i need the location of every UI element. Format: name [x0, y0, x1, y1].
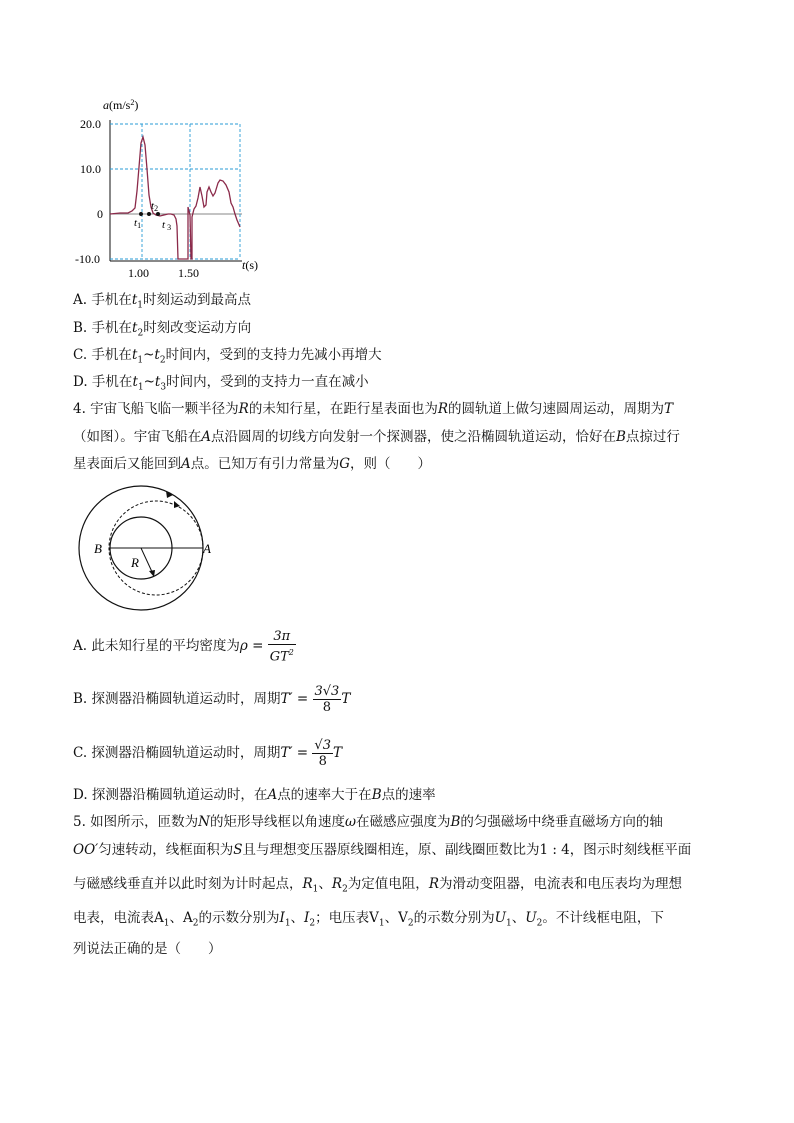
label-t3: t 3: [162, 219, 172, 232]
point-t1: [139, 212, 143, 216]
label-r: R: [131, 555, 139, 570]
radius-arrow: [141, 548, 153, 574]
q4-stem-line2: （如图）。宇宙飞船在A点沿圆周的切线方向发射一个探测器，使之沿椭圆轨道运动，恰好在B点掠过行: [73, 429, 680, 445]
q4-option-c: C. 探测器沿椭圆轨道运动时，周期T′ = $\frac{√3}{8}$ T: [73, 738, 342, 769]
label-a: A: [203, 541, 211, 556]
y-axis-label: $a(m/s^2)$: [103, 98, 139, 112]
x-axis-label: t(s): [242, 258, 259, 272]
q5-line4: 电表，电流表$A_1$、$A_2$的示数分别为$I_1$、$I_2$；电压表$V_1$、$V_2$的示数分别为$U_1$、$U_2$。不计线框电阻，下: [73, 910, 664, 929]
q5-line3: 与磁感线垂直并以此时刻为计时起点，$R_1$、$R_2$为定值电阻，R为滑动变阻器，电流表和电压表均为理想: [73, 876, 682, 895]
q4-option-a: A. 此未知行星的平均密度为ρ = $\frac{3\pi}{GT^2}$: [73, 628, 294, 665]
q3-option-b: B. 手机在$t_2$时刻改变运动方向: [73, 320, 252, 339]
q5-line5: 列说法正确的是（ ）: [73, 941, 222, 957]
radius-arrowhead: [149, 570, 155, 577]
q5-line2: OO′匀速转动，线框面积为S且与理想变压器原线圈相连，原、副线圈匝数比为1 : 4，图示时刻线框平面: [73, 842, 692, 858]
acceleration-time-graph: [70, 95, 280, 280]
orbit-figure: [70, 485, 220, 615]
q4-option-b: B. 探测器沿椭圆轨道运动时，周期T′ = $\frac{3√3}{8}$ T: [73, 684, 351, 715]
grid: [110, 124, 240, 259]
point-t2: [147, 212, 151, 216]
q5-line1: 5. 如图所示，匝数为N的矩形导线框以角速度ω在磁感应强度为B的匀强磁场中绕垂直磁场方向的轴: [73, 814, 663, 830]
xtick-150: 1.50: [178, 266, 199, 280]
q4-stem-line1: 4. 宇宙飞船飞临一颗半径为R的未知行星，在距行星表面也为R的圆轨道上做匀速圆周运动，周期为T: [73, 401, 674, 417]
q3-option-a: A. 手机在$t_1$时刻运动到最高点: [73, 292, 252, 311]
ytick-0: 0: [97, 207, 103, 221]
orbit-arrowhead: [166, 491, 173, 498]
q3-option-c: C. 手机在$t_1\sim t_2$时间内，受到的支持力先减小再增大: [73, 347, 382, 366]
q4-stem-line3: 星表面后又能回到A点。已知万有引力常量为G，则（ ）: [73, 456, 432, 472]
ytick-10: 10.0: [80, 162, 101, 176]
formula-t-b: $\frac{3√3}{8}$: [314, 684, 340, 715]
q4-option-d: D. 探测器沿椭圆轨道运动时，在A点的速率大于在B点的速率: [73, 787, 436, 803]
q3-option-d: D. 手机在$t_1\sim t_3$时间内，受到的支持力一直在减小: [73, 374, 369, 393]
label-t1: t1: [134, 217, 142, 230]
ytick-neg10: -10.0: [75, 252, 100, 266]
label-t2: t2: [151, 200, 159, 213]
formula-t-c: $\frac{√3}{8}$: [314, 738, 331, 769]
label-b: B: [94, 541, 102, 556]
formula-rho: $\frac{3\pi}{GT^2}$: [269, 628, 294, 665]
ytick-20: 20.0: [80, 117, 101, 131]
xtick-100: 1.00: [128, 266, 149, 280]
acceleration-curve: [110, 137, 240, 259]
